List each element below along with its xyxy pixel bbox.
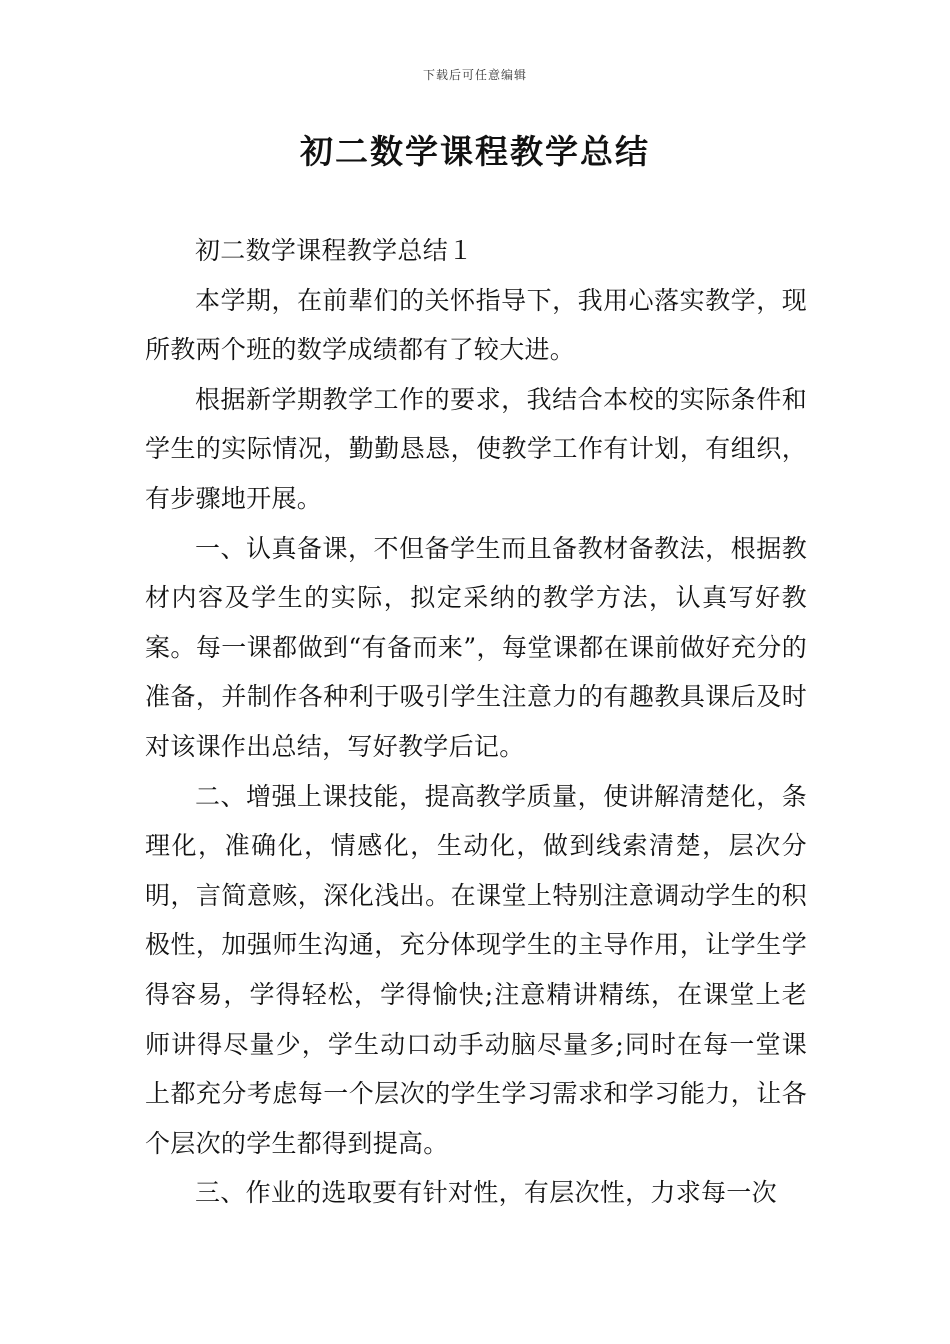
section-three-paragraph: 三、作业的选取要有针对性，有层次性，力求每一次 [195, 1178, 777, 1208]
requirements-paragraph: 根据新学期教学工作的要求，我结合本校的实际条件和学生的实际情况，勤勤恳恳，使教学工作有计划，有组织，有步骤地开展。 [145, 384, 807, 513]
document-body [145, 226, 807, 1218]
subtitle-paragraph: 初二数学课程教学总结１ [195, 236, 474, 265]
document-title: 初二数学课程教学总结 [300, 132, 650, 171]
header-note: 下载后可任意编辑 [422, 68, 527, 82]
section-two-paragraph: 二、增强上课技能，提高教学质量，使讲解清楚化，条理化，准确化，情感化，生动化，做到线索清楚，层次分明，言简意赅，深化浅出。在课堂上特别注意调动学生的积极性，加强师生沟通，充分体现学生的主导作用，让学生学得容易，学得轻松，学得愉快;注意精讲精练，在课堂上老师讲得尽量少，学生动口动手动脑尽量多;同时在每一堂课上都充分考虑每一个层次的学生学习需求和学习能力，让各个层次的学生都得到提高。 [145, 781, 807, 1158]
section-one-paragraph: 一、认真备课，不但备学生而且备教材备教法，根据教材内容及学生的实际，拟定采纳的教学方法，认真写好教案。每一课都做到“有备而来”，每堂课都在课前做好充分的准备，并制作各种利于吸引学生注意力的有趣教具课后及时对该课作出总结，写好教学后记。 [145, 533, 807, 761]
intro-paragraph: 本学期，在前辈们的关怀指导下，我用心落实教学，现所教两个班的数学成绩都有了较大进。 [145, 285, 807, 365]
